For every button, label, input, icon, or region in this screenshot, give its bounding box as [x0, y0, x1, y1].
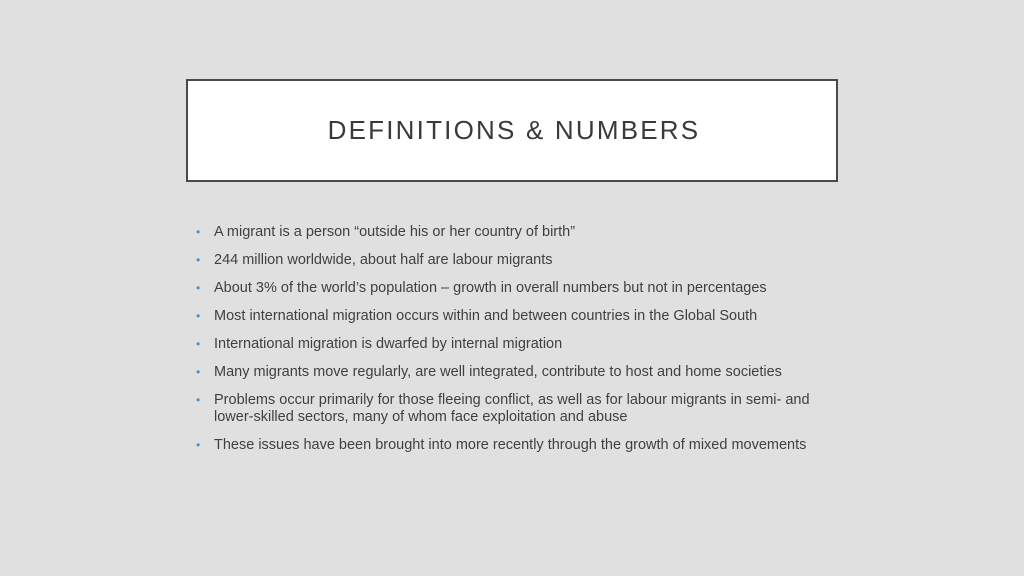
bullet-text: Most international migration occurs within and between countries in the Global South	[214, 308, 758, 324]
bullet-item	[196, 280, 836, 297]
bullet-icon: •	[196, 365, 201, 379]
bullet-text: Many migrants move regularly, are well integrated, contribute to host and home societies	[214, 364, 782, 380]
bullet-icon: •	[196, 309, 201, 323]
bullet-icon: •	[196, 393, 201, 407]
bullet-item	[196, 437, 836, 454]
bullet-icon: •	[196, 438, 201, 452]
bullet-icon: •	[196, 253, 201, 267]
bullet-text: International migration is dwarfed by internal migration	[214, 336, 563, 352]
bullet-item	[196, 392, 836, 426]
bullet-icon: •	[196, 225, 201, 239]
bullet-text: A migrant is a person “outside his or her country of birth”	[214, 224, 576, 240]
bullet-icon: •	[196, 281, 201, 295]
bullet-text: 244 million worldwide, about half are labour migrants	[214, 252, 553, 268]
bullet-item	[196, 252, 836, 269]
bullet-item	[196, 308, 836, 325]
bullet-text: About 3% of the world’s population – growth in overall numbers but not in percentages	[214, 280, 767, 296]
bullet-list	[196, 224, 836, 465]
bullet-item	[196, 364, 836, 381]
bullet-item	[196, 336, 836, 353]
title-box	[186, 79, 838, 182]
bullet-text: These issues have been brought into more recently through the growth of mixed movements	[214, 437, 807, 453]
slide-title: DEFINITIONS & NUMBERS	[327, 115, 701, 145]
bullet-text: Problems occur primarily for those fleeing conflict, as well as for labour migrants in semi- and lower-skilled sectors, many of whom face exploitation and abuse	[214, 392, 810, 425]
bullet-icon: •	[196, 337, 201, 351]
bullet-item	[196, 224, 836, 241]
